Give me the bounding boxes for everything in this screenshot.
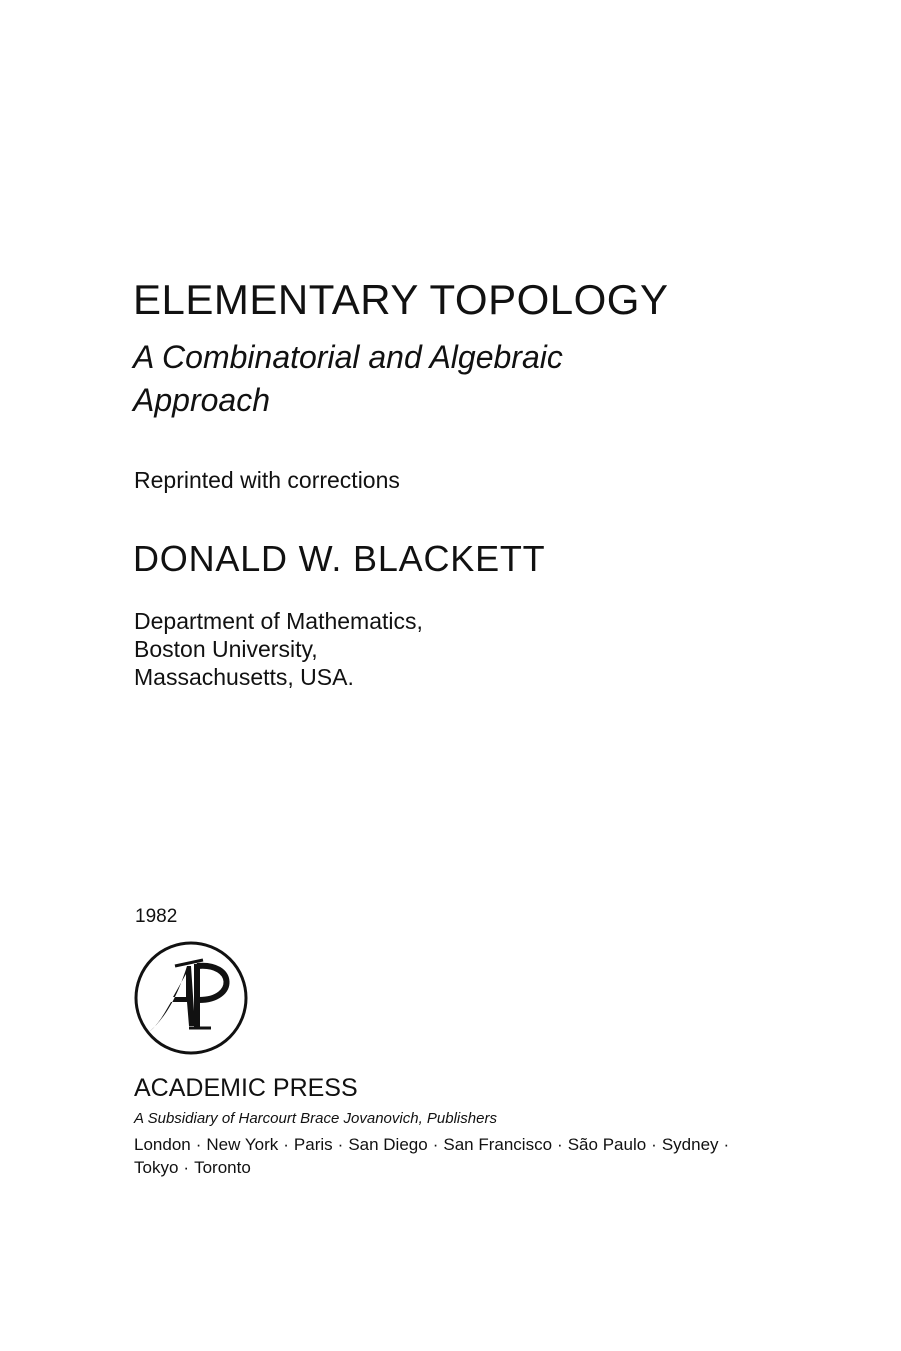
city-separator: · [195, 1135, 202, 1154]
city: Paris [293, 1135, 333, 1154]
cities-row-2 [134, 1156, 814, 1179]
cities-row-1 [134, 1133, 814, 1156]
publisher-subsidiary: A Subsidiary of Harcourt Brace Jovanovich, Publishers [134, 1110, 497, 1127]
affiliation-line-3: Massachusetts, USA. [134, 664, 354, 690]
affiliation-line-2: Boston University, [134, 636, 318, 662]
city: Sydney [661, 1135, 719, 1154]
city: London [134, 1135, 191, 1154]
book-subtitle [133, 336, 753, 422]
publisher-cities [134, 1133, 814, 1179]
city-separator: · [337, 1135, 344, 1154]
publication-year: 1982 [135, 906, 178, 927]
city-separator: · [723, 1135, 730, 1154]
city: San Diego [348, 1135, 428, 1154]
city-separator: · [283, 1135, 289, 1154]
publisher-name: ACADEMIC PRESS [134, 1074, 358, 1102]
city-separator: · [651, 1135, 657, 1154]
author-name: DONALD W. BLACKETT [133, 538, 546, 579]
city-separator: · [183, 1158, 190, 1177]
city-separator: · [432, 1135, 439, 1154]
reprint-note: Reprinted with corrections [134, 467, 400, 493]
book-title: ELEMENTARY TOPOLOGY [133, 276, 669, 323]
city-separator: · [557, 1135, 563, 1154]
city: Toronto [194, 1158, 251, 1177]
city: São Paulo [567, 1135, 647, 1154]
subtitle-line-2: Approach [133, 382, 270, 418]
city: Tokyo [134, 1158, 179, 1177]
city: San Francisco [443, 1135, 553, 1154]
author-affiliation [134, 607, 423, 691]
publisher-logo [131, 940, 251, 1056]
affiliation-line-1: Department of Mathematics, [134, 608, 423, 634]
subtitle-line-1: A Combinatorial and Algebraic [133, 339, 563, 375]
city: New York [206, 1135, 279, 1154]
